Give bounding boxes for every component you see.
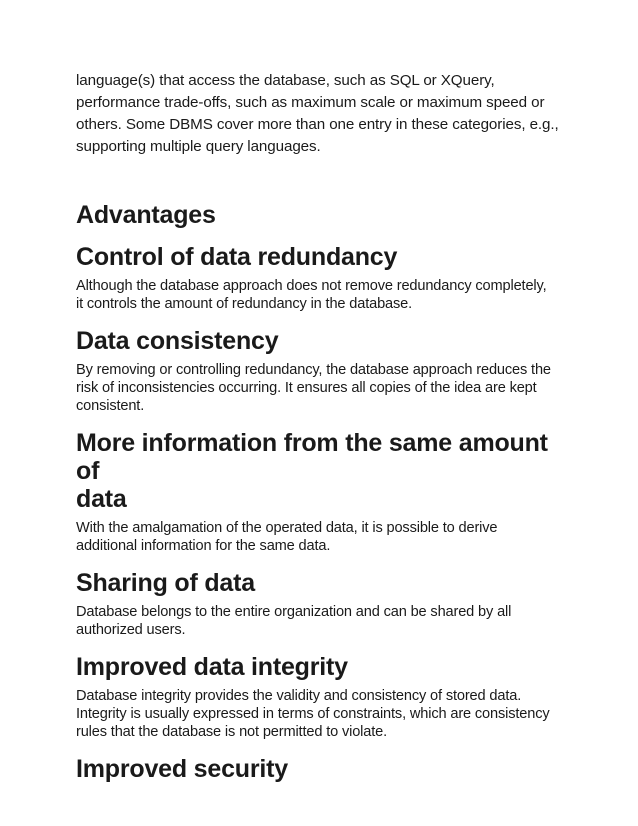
body-line: authorized users. bbox=[76, 622, 186, 638]
body-line: Database integrity provides the validity and consistency of stored data. bbox=[76, 688, 522, 704]
heading-line: More information from the same amount of bbox=[76, 429, 548, 485]
section-improved-data-integrity bbox=[76, 653, 576, 741]
body-line: it controls the amount of redundancy in the database. bbox=[76, 296, 413, 312]
intro-line: language(s) that access the database, such as SQL or XQuery, bbox=[76, 72, 495, 89]
section-heading: Improved security bbox=[76, 755, 288, 783]
document-page bbox=[76, 70, 576, 783]
section-body bbox=[76, 277, 576, 313]
body-line: By removing or controlling redundancy, the database approach reduces the bbox=[76, 362, 551, 378]
intro-line: others. Some DBMS cover more than one entry in these categories, e.g., bbox=[76, 116, 559, 133]
section-heading: Control of data redundancy bbox=[76, 243, 398, 271]
section-body bbox=[76, 603, 576, 639]
section-control-of-data-redundancy bbox=[76, 243, 576, 313]
body-line: additional information for the same data. bbox=[76, 538, 331, 554]
section-heading: Data consistency bbox=[76, 327, 279, 355]
body-line: Integrity is usually expressed in terms of constraints, which are consistency bbox=[76, 706, 550, 722]
body-line: risk of inconsistencies occurring. It ensures all copies of the idea are kept bbox=[76, 380, 537, 396]
body-line: consistent. bbox=[76, 398, 145, 414]
section-improved-security bbox=[76, 755, 576, 783]
body-line: Although the database approach does not remove redundancy completely, bbox=[76, 278, 547, 294]
section-body bbox=[76, 687, 576, 741]
intro-line: performance trade-offs, such as maximum scale or maximum speed or bbox=[76, 94, 545, 111]
advantages-heading: Advantages bbox=[76, 201, 216, 229]
body-line: With the amalgamation of the operated data, it is possible to derive bbox=[76, 520, 498, 536]
section-heading bbox=[76, 429, 576, 513]
section-heading: Sharing of data bbox=[76, 569, 255, 597]
section-body bbox=[76, 519, 576, 555]
section-heading: Improved data integrity bbox=[76, 653, 348, 681]
section-data-consistency bbox=[76, 327, 576, 415]
intro-paragraph bbox=[76, 70, 576, 158]
section-body bbox=[76, 361, 576, 415]
section-sharing-of-data bbox=[76, 569, 576, 639]
heading-line: data bbox=[76, 485, 127, 513]
section-more-information bbox=[76, 429, 576, 555]
body-line: rules that the database is not permitted to violate. bbox=[76, 724, 388, 740]
body-line: Database belongs to the entire organization and can be shared by all bbox=[76, 604, 512, 620]
intro-line: supporting multiple query languages. bbox=[76, 138, 321, 155]
